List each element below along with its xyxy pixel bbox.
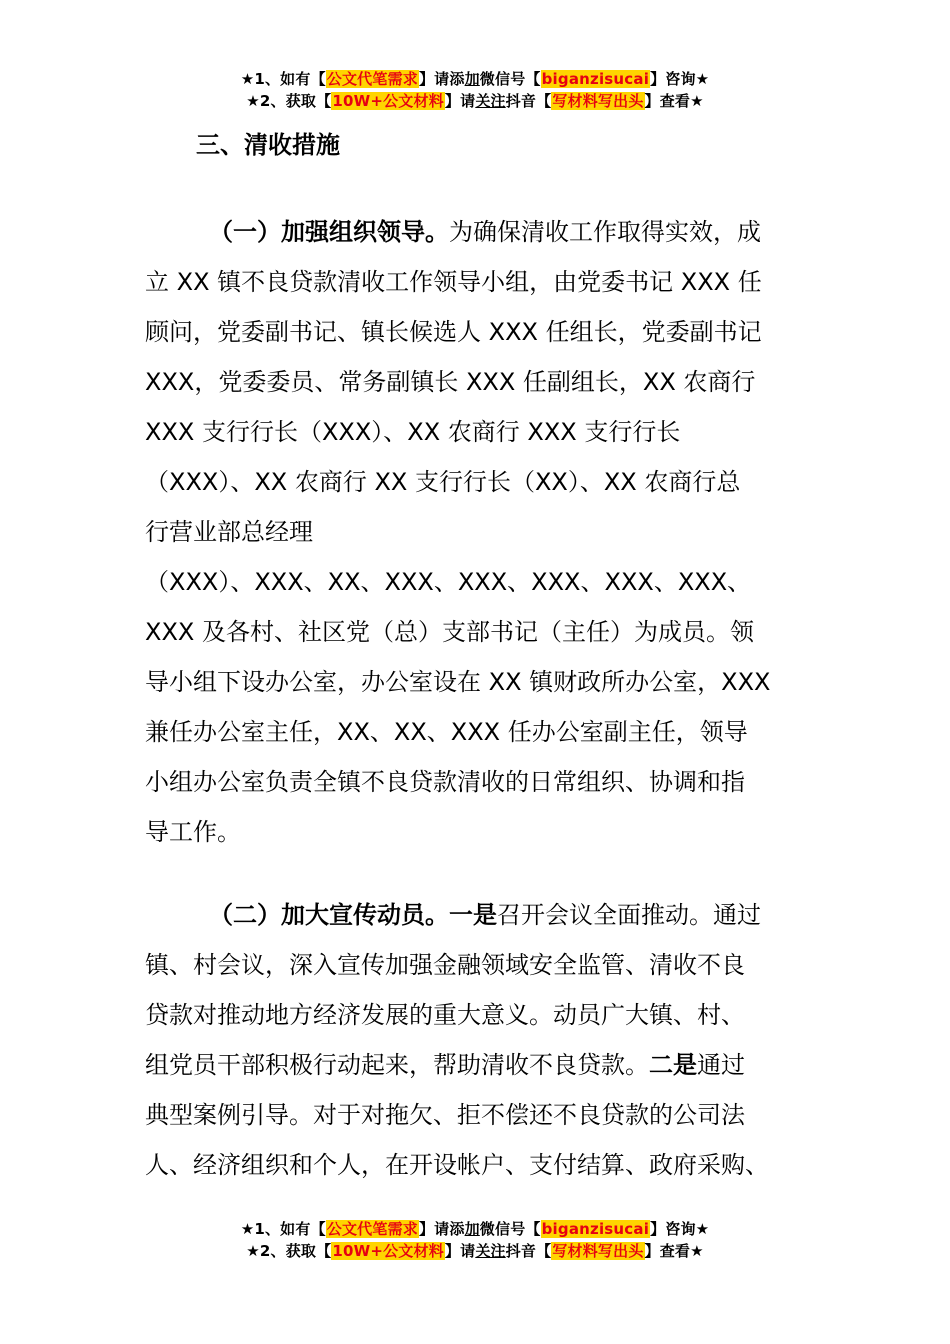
banner-text: 抖音【 <box>505 92 552 110</box>
section-title: 三、清收措施 <box>196 131 340 159</box>
banner-line-2 <box>0 1240 950 1262</box>
paragraph-line: 小组办公室负责全镇不良贷款清收的日常组织、协调和指 <box>145 768 745 796</box>
banner-text: 】请添 <box>418 70 465 88</box>
banner-text: 】请添 <box>418 1220 465 1238</box>
banner-underline: 加 <box>464 70 480 88</box>
promo-banner-bottom <box>0 1218 950 1262</box>
banner-text: ★2、获取【 <box>246 92 332 110</box>
paragraph-text: 组党员干部积极行动起来，帮助清收不良贷款。 <box>145 1051 649 1079</box>
banner-highlight: 写材料写出头 <box>552 92 644 110</box>
banner-highlight: 写材料写出头 <box>552 1242 644 1260</box>
banner-highlight: 10W+公文材料 <box>332 92 444 110</box>
paragraph-publicity <box>145 890 810 1190</box>
banner-line-2 <box>0 90 950 112</box>
paragraph-line: XXX 支行行长（XXX）、XX 农商行 XXX 支行行长 <box>145 418 681 446</box>
paragraph-line: 镇、村会议，深入宣传加强金融领域安全监管、清收不良 <box>145 951 745 979</box>
banner-highlight: biganzisucai <box>541 70 650 88</box>
paragraph-line <box>145 890 810 940</box>
paragraph-line: XXX，党委委员、常务副镇长 XXX 任副组长，XX 农商行 <box>145 368 756 396</box>
banner-text: 微信号【 <box>479 70 541 88</box>
banner-underline: 关注 <box>475 1242 506 1260</box>
paragraph-line: 兼任办公室主任，XX、XX、XXX 任办公室副主任，领导 <box>145 718 748 746</box>
paragraph-line: 导小组下设办公室，办公室设在 XX 镇财政所办公室，XXX <box>145 668 771 696</box>
banner-highlight: 公文代笔需求 <box>326 70 418 88</box>
banner-line-1 <box>0 68 950 90</box>
banner-underline: 加 <box>464 1220 480 1238</box>
banner-text: ★1、如有【 <box>240 1220 326 1238</box>
paragraph-line: 立 XX 镇不良贷款清收工作领导小组，由党委书记 XXX 任 <box>145 268 762 296</box>
banner-text: 】请 <box>444 1242 476 1260</box>
paragraph-line <box>145 1040 810 1090</box>
paragraph-line: （XXX）、XX 农商行 XX 支行行长（XX）、XX 农商行总 <box>145 468 741 496</box>
banner-line-1 <box>0 1218 950 1240</box>
paragraph-bold: 一是 <box>449 901 497 929</box>
banner-highlight: 10W+公文材料 <box>332 1242 444 1260</box>
banner-text: 】查看★ <box>644 1242 704 1260</box>
paragraph-bold: 二是 <box>649 1051 697 1079</box>
paragraph-text: 为确保清收工作取得实效，成 <box>449 218 761 246</box>
banner-text: 】请 <box>444 92 476 110</box>
paragraph-line: XXX 及各村、社区党（总）支部书记（主任）为成员。领 <box>145 618 754 646</box>
paragraph-line: 行营业部总经理 <box>145 518 313 546</box>
paragraph-line: 典型案例引导。对于对拖欠、拒不偿还不良贷款的公司法 <box>145 1101 745 1129</box>
banner-highlight: biganzisucai <box>541 1220 650 1238</box>
paragraph-lead: （一）加强组织领导。 <box>209 218 449 246</box>
banner-text: 抖音【 <box>505 1242 552 1260</box>
banner-text: ★2、获取【 <box>246 1242 332 1260</box>
banner-text: 】咨询★ <box>650 70 710 88</box>
banner-text: 】查看★ <box>644 92 704 110</box>
banner-text: ★1、如有【 <box>240 70 326 88</box>
banner-text: 微信号【 <box>479 1220 541 1238</box>
paragraph-line: （XXX）、XXX、XX、XXX、XXX、XXX、XXX、XXX、 <box>145 568 752 596</box>
banner-highlight: 公文代笔需求 <box>326 1220 418 1238</box>
paragraph-organization <box>145 207 810 857</box>
paragraph-lead: （二）加大宣传动员。 <box>209 901 449 929</box>
paragraph-text: 召开会议全面推动。通过 <box>497 901 761 929</box>
paragraph-line: 贷款对推动地方经济发展的重大意义。动员广大镇、村、 <box>145 1001 745 1029</box>
paragraph-line: 导工作。 <box>145 818 241 846</box>
paragraph-line: 人、经济组织和个人，在开设帐户、支付结算、政府采购、 <box>145 1151 769 1179</box>
banner-underline: 关注 <box>475 92 506 110</box>
banner-text: 】咨询★ <box>650 1220 710 1238</box>
promo-banner-top <box>0 68 950 112</box>
paragraph-line <box>145 207 810 257</box>
paragraph-text: 通过 <box>697 1051 745 1079</box>
paragraph-line: 顾问，党委副书记、镇长候选人 XXX 任组长，党委副书记 <box>145 318 762 346</box>
